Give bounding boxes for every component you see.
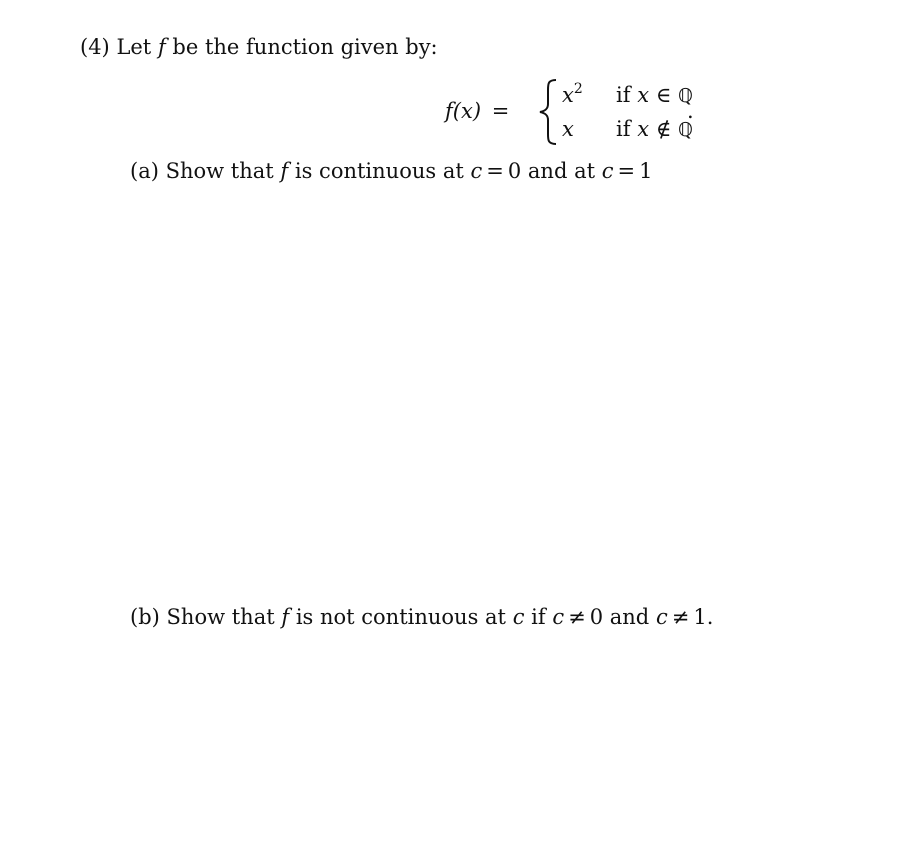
part-a-c1: c	[470, 159, 483, 183]
part-a-eq1: =	[486, 159, 504, 183]
part-a-eq2: =	[617, 159, 636, 183]
part-b-v2: 1.	[693, 605, 714, 629]
lhs-function: f	[445, 99, 453, 123]
case-rational-if: if	[616, 83, 631, 107]
part-a-f: f	[280, 159, 289, 183]
element-of-symbol: ∈	[655, 83, 672, 107]
function-symbol: f	[157, 35, 166, 59]
case-irrational-if: if	[616, 117, 631, 141]
part-a-v1: 0	[507, 159, 522, 183]
case-rational-base: x	[562, 83, 574, 107]
part-a-c2: c	[601, 159, 614, 183]
case-irrational-var: x	[637, 117, 650, 141]
part-a-text2: is continuous at	[294, 159, 464, 183]
problem-intro-rest: be the function given by:	[172, 35, 438, 59]
part-b-c1: c	[512, 605, 525, 629]
part-b-if: if	[531, 605, 546, 629]
part-b-label: (b)	[130, 605, 160, 629]
part-a-and: and at	[527, 159, 596, 183]
not-element-of-symbol: ∉	[655, 117, 672, 141]
cases	[562, 74, 722, 150]
part-a-v2: 1	[639, 159, 653, 183]
part-b-f: f	[281, 605, 290, 629]
equation-period: .	[687, 99, 694, 123]
part-b-c2: c	[552, 605, 565, 629]
equation-lhs	[445, 98, 513, 124]
case-rational-condition	[616, 82, 693, 109]
part-a-label: (a)	[130, 159, 159, 183]
case-rational-expr	[562, 82, 583, 108]
part-b-text2: is not continuous at	[295, 605, 506, 629]
part-b-c3: c	[655, 605, 668, 629]
part-a-text1: Show that	[165, 159, 274, 183]
part-b	[130, 604, 713, 630]
part-b-neq2: ≠	[671, 605, 690, 629]
lhs-argument: (x)	[452, 99, 482, 123]
rationals-symbol: ℚ	[677, 85, 693, 107]
problem-intro: Let	[116, 35, 152, 59]
part-a	[130, 158, 652, 184]
part-b-text1: Show that	[166, 605, 275, 629]
part-b-v1: 0	[589, 605, 604, 629]
problem-number: (4)	[80, 35, 110, 59]
equals-sign: =	[491, 99, 510, 123]
rationals-symbol-2: ℚ	[677, 119, 693, 141]
part-b-and: and	[609, 605, 650, 629]
problem-heading	[80, 34, 438, 60]
part-b-neq1: ≠	[568, 605, 586, 629]
case-rational-var: x	[637, 83, 650, 107]
case-irrational-expr: x	[562, 117, 574, 141]
case-rational-exponent: 2	[573, 81, 583, 97]
case-irrational-condition	[616, 116, 693, 143]
left-brace-icon	[536, 78, 560, 146]
